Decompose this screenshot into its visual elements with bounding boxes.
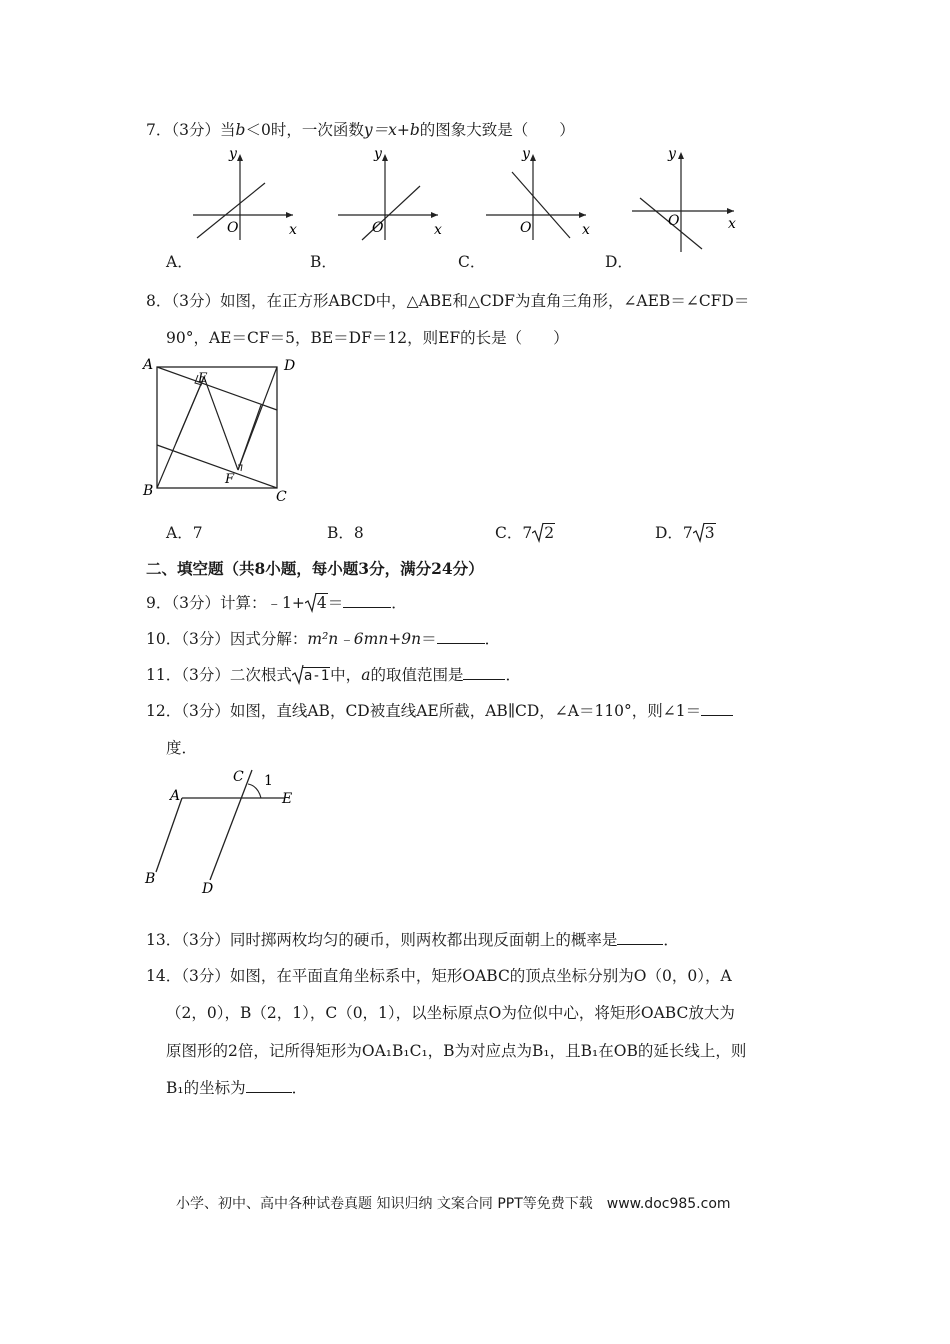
q8-option-c-radicand: 2 <box>544 524 555 542</box>
q8-label-a: A <box>143 357 154 373</box>
q8-number: 8． <box>146 292 172 310</box>
q7b-origin-label: O <box>372 220 384 236</box>
q8-stem-line2: 90°，AE＝CF＝5，BE＝DF＝12，则EF的长是（ ） <box>166 329 569 347</box>
q12-stem-line2: 度． <box>166 739 198 757</box>
q8-option-c-label: C．7 <box>495 524 533 542</box>
q12-label-angle-1: 1 <box>264 773 273 789</box>
q9-stem <box>146 591 407 613</box>
q12-label-a: A <box>170 788 181 804</box>
q8-label-e: E <box>198 371 208 386</box>
q12-answer-blank[interactable] <box>701 701 733 716</box>
q8-label-d: D <box>284 358 296 374</box>
q12-label-d: D <box>202 881 214 897</box>
q10-end: ． <box>484 630 501 648</box>
sqrt-symbol <box>693 524 716 542</box>
q12-line1: 如图，直线AB，CD被直线AE所截，AB∥CD，∠A＝110°，则∠1＝ <box>229 702 702 720</box>
q9-text-b: ＝ <box>327 594 344 612</box>
q14-answer-blank[interactable] <box>246 1078 292 1093</box>
q7-option-c: C． <box>458 253 486 271</box>
q7d-y-label: y <box>668 146 676 162</box>
q7-option-b: B． <box>310 253 337 271</box>
q7d-x-label: x <box>728 216 736 232</box>
q14-line1: 如图，在平面直角坐标系中，矩形OABC的顶点坐标分别为O（0，0），A <box>229 967 732 985</box>
q7-formula: y＝x+b <box>363 121 420 139</box>
q8-option-d-label: D．7 <box>655 524 693 542</box>
q12-label-b: B <box>145 871 156 887</box>
q14-number: 14． <box>146 967 182 985</box>
section-heading: 二、填空题（共8小题，每小题3分，满分24分） <box>146 559 484 578</box>
q14-stem-line2: （2，0），B（2，1），C（0，1），以坐标原点O为位似中心，将矩形OABC放大为 <box>166 1004 735 1022</box>
q7-text-c: 的图象大致是（ ） <box>419 121 575 139</box>
q7-graph-a <box>185 148 305 243</box>
q7d-origin-label: O <box>668 213 680 229</box>
q10-score: （3分） <box>181 630 230 648</box>
q7c-y-label: y <box>522 148 530 162</box>
q8-stem-line1 <box>146 289 749 311</box>
q7-stem <box>146 118 575 140</box>
q7-text-a: 当 <box>220 121 236 139</box>
q12-label-e: E <box>282 791 293 807</box>
q10-expression: m²n﹣6mn+9n <box>307 630 422 648</box>
q10-text-a: 因式分解： <box>229 630 308 648</box>
q10-number: 10． <box>146 630 182 648</box>
q7b-x-label: x <box>434 222 442 238</box>
q14-end: ． <box>291 1079 308 1097</box>
q9-text-a: 计算：﹣1+ <box>220 594 305 612</box>
q12-score: （3分） <box>181 702 230 720</box>
q7a-x-label: x <box>289 222 297 238</box>
q7c-origin-label: O <box>520 220 532 236</box>
q7-graph-d <box>628 146 743 254</box>
q8-option-d-radicand: 3 <box>704 524 715 542</box>
q13-number: 13． <box>146 931 182 949</box>
page-footer: 小学、初中、高中各种试卷真题 知识归纳 文案合同 PPT等免费下载 www.doc985.com <box>176 1196 731 1212</box>
q14-stem-line4 <box>166 1076 307 1098</box>
sqrt-symbol <box>532 524 555 542</box>
q8-option-a: A．7 <box>166 524 203 542</box>
q12-parallel-lines-figure <box>140 762 310 900</box>
q13-text: 同时掷两枚均匀的硬币，则两枚都出现反面朝上的概率是 <box>229 931 618 949</box>
q8-option-d <box>655 521 716 543</box>
q7a-origin-label: O <box>227 220 239 236</box>
q11-radicand: a-1 <box>303 668 330 684</box>
q9-score: （3分） <box>171 594 220 612</box>
q9-end: ． <box>391 594 407 612</box>
q11-text-b: 中， <box>330 666 362 684</box>
q10-text-b: ＝ <box>421 630 437 648</box>
q11-text-a: 二次根式 <box>229 666 292 684</box>
q10-answer-blank[interactable] <box>437 629 485 644</box>
q8-option-b: B．8 <box>327 524 364 542</box>
q7a-y-label: y <box>229 148 237 162</box>
q9-number: 9． <box>146 594 172 612</box>
q7-var-b: b <box>235 121 246 139</box>
q7-number: 7． <box>146 121 172 139</box>
q7b-y-label: y <box>374 148 382 162</box>
q8-square-figure <box>140 355 310 507</box>
q7c-x-label: x <box>582 222 590 238</box>
q8-line1: 如图，在正方形ABCD中，△ABE和△CDF为直角三角形，∠AEB＝∠CFD＝ <box>220 292 750 310</box>
sqrt-symbol <box>292 666 330 684</box>
q11-text-c: 的取值范围是 <box>370 666 464 684</box>
q8-label-b: B <box>143 483 154 499</box>
q9-radicand: 4 <box>316 594 327 612</box>
q13-score: （3分） <box>181 931 230 949</box>
q8-label-c: C <box>276 489 287 505</box>
q7-score: （3分） <box>171 121 220 139</box>
sqrt-symbol <box>305 594 328 612</box>
q11-answer-blank[interactable] <box>463 665 505 680</box>
q14-stem-line3: 原图形的2倍，记所得矩形为OA₁B₁C₁，B为对应点为B₁，且B₁在OB的延长线上，则 <box>166 1042 747 1060</box>
q13-answer-blank[interactable] <box>617 930 663 945</box>
q12-label-c: C <box>233 769 244 785</box>
q11-end: ． <box>505 666 521 684</box>
q11-score: （3分） <box>181 666 230 684</box>
q14-score: （3分） <box>181 967 230 985</box>
q14-stem-line1 <box>146 964 732 986</box>
q10-stem <box>146 627 500 649</box>
q11-stem <box>146 663 521 685</box>
q8-label-f: F <box>225 472 235 487</box>
q13-stem <box>146 928 679 950</box>
q8-score: （3分） <box>171 292 220 310</box>
q7-graph-c <box>478 148 598 243</box>
q11-number: 11． <box>146 666 182 684</box>
q12-number: 12． <box>146 702 182 720</box>
q8-option-c <box>495 521 555 543</box>
q13-end: ． <box>663 931 679 949</box>
q11-var-a: a <box>361 666 371 684</box>
q9-answer-blank[interactable] <box>343 593 391 608</box>
q7-graph-b <box>330 148 450 243</box>
q12-stem-line1 <box>146 699 733 721</box>
q7-text-b: ＜0时，一次函数 <box>245 121 364 139</box>
q7-option-a: A． <box>166 253 193 271</box>
q14-line4: B₁的坐标为 <box>166 1079 246 1097</box>
q7-option-d: D． <box>605 253 633 271</box>
